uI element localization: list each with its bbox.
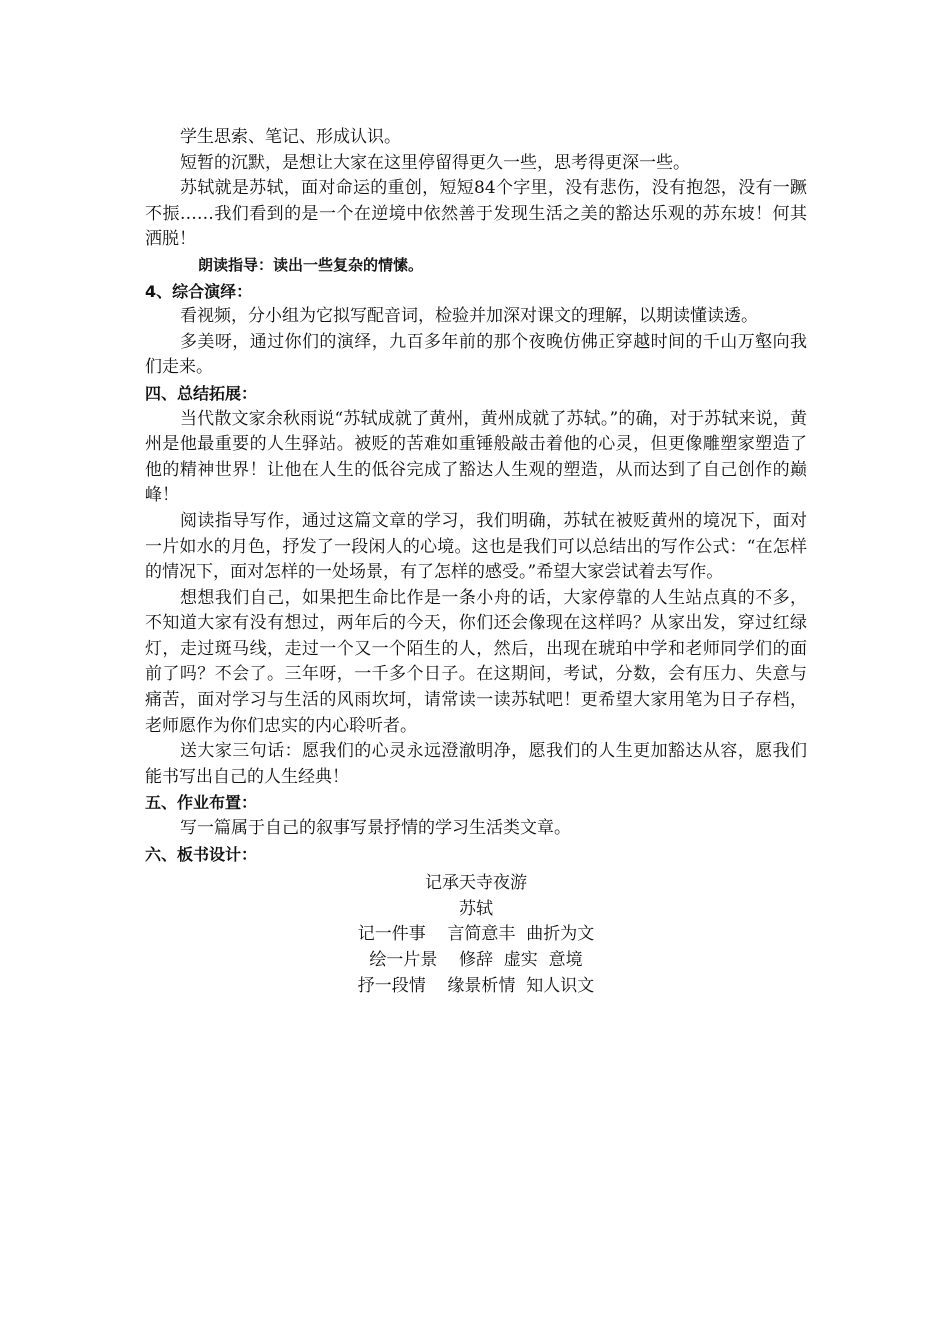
paragraph-three-sentences: 送大家三句话：愿我们的心灵永远澄澈明净，愿我们的人生更加豁达从容，愿我们能书写出自己的人生经典！ [145, 741, 807, 787]
heading-board-design: 六、板书设计： [145, 844, 258, 864]
paragraph-student-thinking: 学生思索、笔记、形成认识。 [180, 127, 401, 147]
paragraph-silence: 短暂的沉默，是想让大家在这里停留得更久一些，思考得更深一些。 [180, 152, 690, 173]
paragraph-yu-qiuyu: 当代散文家余秋雨说“苏轼成就了黄州，黄州成就了苏轼。”的确，对于苏轼来说，黄州是他最重要的人生驿站。被贬的苦难如重锤般敲击着他的心灵，但更像雕塑家塑造了他的精神世界！让他在人生的低谷完成了豁达人生观的塑造，从而达到了自己创作的巅峰！ [145, 408, 807, 506]
board-design [145, 871, 807, 999]
heading-summary: 四、总结拓展： [145, 383, 258, 403]
paragraph-writing-guide: 阅读指导写作，通过这篇文章的学习，我们明确，苏轼在被贬黄州的境况下，面对一片如水的月色，抒发了一段闲人的心境。这也是我们可以总结出的写作公式：“在怎样的情况下，面对怎样的一处场景，有了怎样的感受。”希望大家尝试着去写作。 [145, 510, 807, 583]
paragraph-homework: 写一篇属于自己的叙事写景抒情的学习生活类文章。 [180, 818, 571, 839]
board-line-1: 记一件事 言简意丰 曲折为文 [357, 924, 595, 945]
board-line-3: 抒一段情 缘景析情 知人识文 [357, 975, 595, 996]
board-author: 苏轼 [459, 898, 493, 919]
paragraph-ourselves: 想想我们自己，如果把生命比作是一条小舟的话，大家停靠的人生站点真的不多，不知道大家有没有想过，两年后的今天，你们还会像现在这样吗？从家出发，穿过红绿灯，走过斑马线，走过一个又一个陌生的人，然后，出现在琥珀中学和老师同学们的面前了吗？不会了。三年呀，一千多个日子。在这期间，考试，分数，会有压力、失意与痛苦，面对学习与生活的风雨坎坷，请常读一读苏轼吧！更希望大家用笔为日子存档，老师愿作为你们忠实的内心聆听者。 [145, 587, 807, 736]
paragraph-su-shi: 苏轼就是苏轼，面对命运的重创，短短84个字里，没有悲伤，没有抱怨，没有一蹶不振……我们看到的是一个在逆境中依然善于发现生活之美的豁达乐观的苏东坡！何其洒脱！ [145, 178, 807, 250]
paragraph-beautiful: 多美呀，通过你们的演绎，九百多年前的那个夜晚仿佛正穿越时间的千山万壑向我们走来。 [145, 331, 807, 378]
paragraph-video: 看视频，分小组为它拟写配音词，检验并加深对课文的理解，以期读懂读透。 [180, 306, 758, 327]
board-title: 记承天寺夜游 [425, 873, 527, 894]
reading-guide: 朗读指导：读出一些复杂的情愫。 [198, 255, 424, 274]
document-page [145, 125, 807, 999]
board-line-2: 绘一片景 修辞 虚实 意境 [369, 950, 583, 970]
heading-comprehensive-performance: 4、综合演绎： [145, 281, 253, 301]
heading-homework: 五、作业布置： [145, 793, 258, 813]
